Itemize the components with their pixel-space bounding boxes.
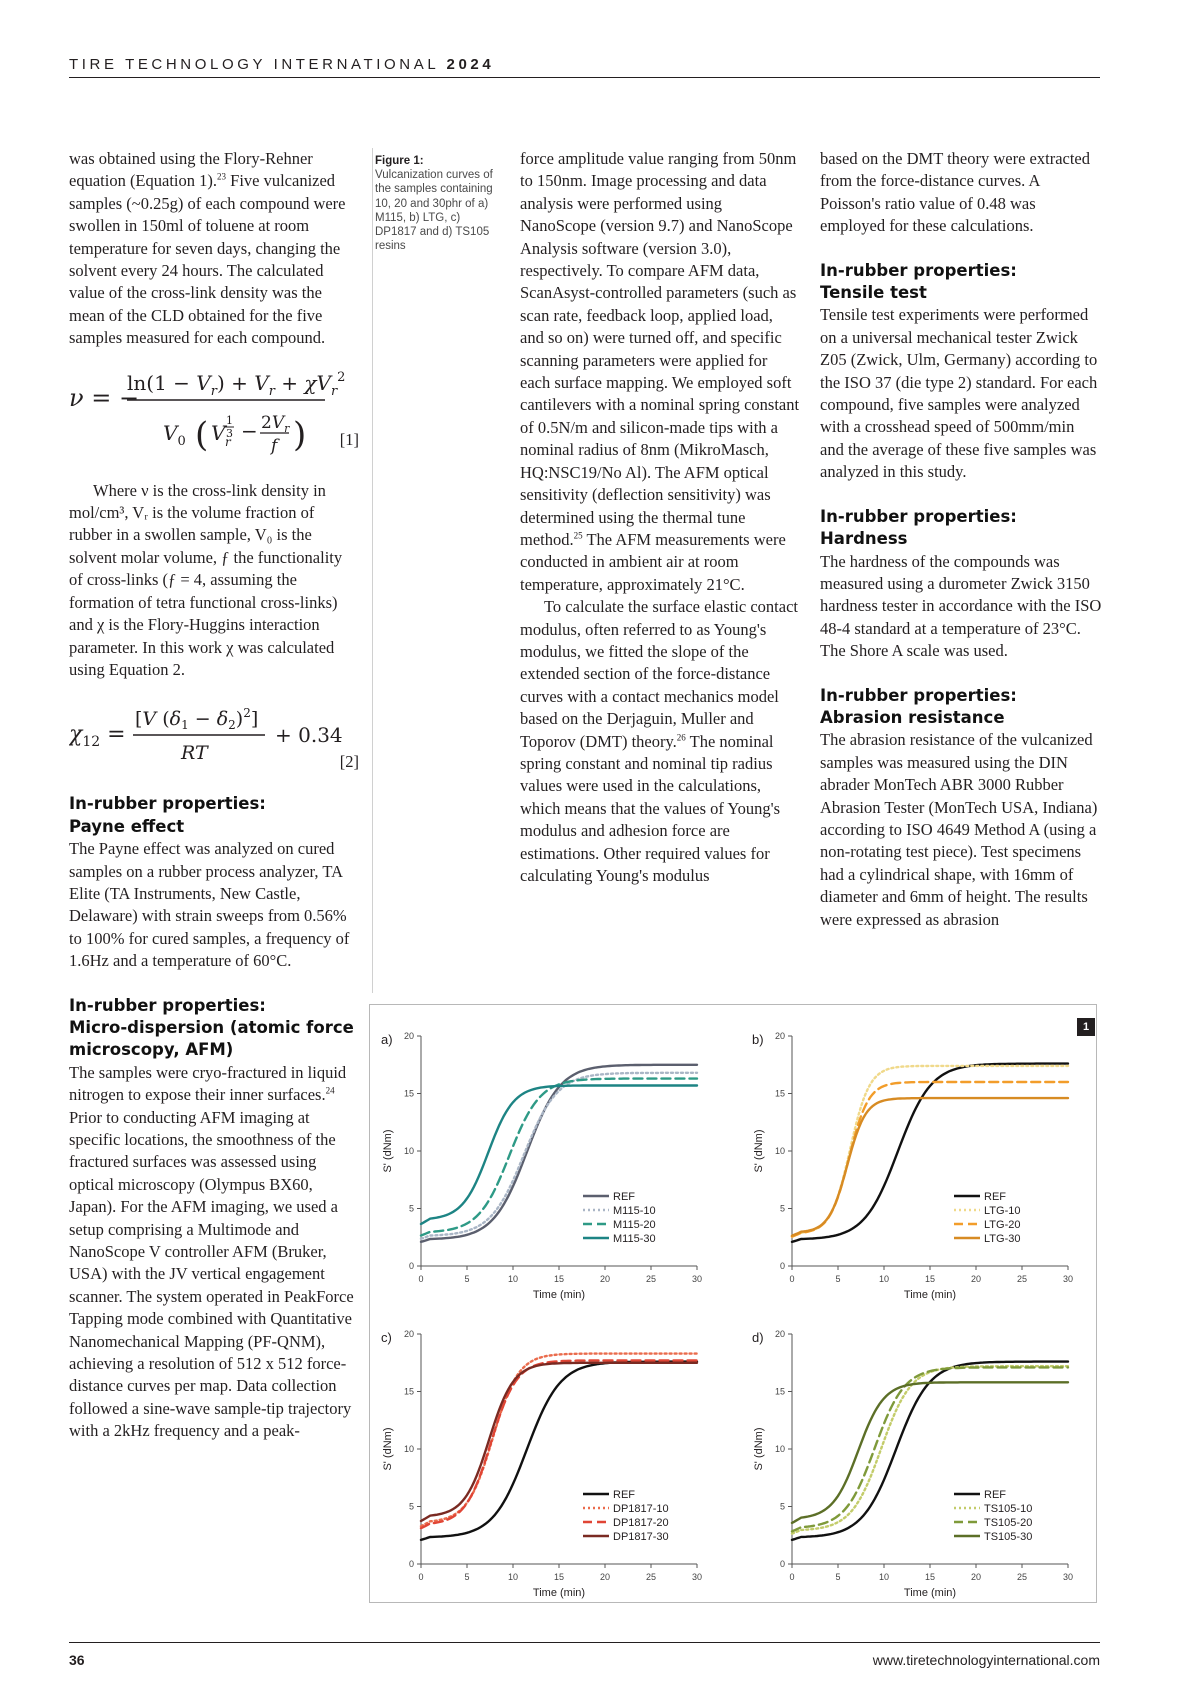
series-line-ltg-30 [792,1098,1068,1236]
reference-mark: 26 [676,732,686,743]
x-tick-label: 20 [599,1572,611,1582]
reference-mark: 24 [325,1085,335,1096]
text-run: To calculate the surface elastic contact modulus, often referred to as Young's modulus, we fitted the slope of the extended section of the force-distance curves with a contact mechanics model based on the Derjaguin, Muller and Toporov (DMT) theory. [520,597,798,751]
section-heading [820,506,1102,551]
header-rule [69,77,1100,78]
y-tick-label: 20 [774,1031,785,1041]
svg-text:ln(1 − Vr) + Vr + χVr2: $\ln(1 - V_r) + V_r + \chi V_r^2$ [127,369,346,399]
heading-line: In-rubber properties: [820,685,1017,705]
x-axis-label: Time (min) [532,1289,586,1301]
y-tick-label: 15 [403,1386,414,1397]
svg-text:r: r [225,434,231,449]
svg-text:RT: RT [181,742,208,765]
x-tick-label: 5 [464,1572,470,1582]
equation-1-graphic [69,350,357,462]
x-tick-label: 10 [507,1274,519,1284]
heading-line: Tensile test [820,283,927,303]
x-tick-label: 20 [970,1572,982,1582]
y-tick-label: 15 [774,1386,785,1397]
paragraph [520,148,800,596]
y-axis-label: S' (dNm) [753,1427,765,1471]
legend-label: TS105-30 [984,1531,1033,1543]
y-tick-label: 0 [779,1261,785,1271]
y-tick-label: 20 [774,1329,785,1339]
x-tick-label: 0 [789,1572,795,1582]
legend-label: TS105-20 [984,1517,1033,1529]
panel-label: b) [752,1032,764,1047]
heading-line: Payne effect [69,816,185,836]
paragraph: The hardness of the compounds was measured using a durometer Zwick 3150 hardness tester in accordance with the ISO 48-4 standard at a temperature of 23°C. The Shore A scale was used. [820,551,1102,661]
svg-text:(: ( [195,414,209,455]
x-tick-label: 25 [1016,1274,1028,1284]
paragraph: based on the DMT theory were extracted from the force-distance curves. A Poisson's ratio value of 0.48 was employed for these calculations. [820,149,1091,236]
svg-text:V: V [211,420,226,445]
column-3 [520,148,800,887]
y-tick-label: 5 [408,1203,414,1214]
svg-text:f: f [271,435,278,456]
heading-line: In-rubber properties: [69,794,266,814]
x-axis-label: Time (min) [903,1289,957,1301]
x-tick-label: 0 [418,1274,424,1284]
x-tick-label: 15 [924,1572,936,1582]
svg-text:+ 0.34: + 0.34 [275,723,343,748]
series-line-dp1817-30 [421,1363,697,1521]
x-tick-label: 15 [553,1274,565,1284]
y-tick-label: 10 [403,1146,414,1156]
y-tick-label: 5 [779,1501,785,1512]
paragraph: Tensile test experiments were performed on a universal mechanical tester Zwick Z05 (Zwick, Ulm, Germany) according to the ISO 37 (die type 2) standard. For each compound, five samples were analyzed with a crosshead speed of 500mm/min and the average of these five samples was analyzed in this study. [820,305,1098,482]
running-header [69,56,494,73]
legend-label: M115-30 [613,1233,656,1245]
legend-label: LTG-10 [984,1205,1021,1217]
svg-text:−: − [241,418,258,443]
y-tick-label: 0 [408,1261,414,1271]
paragraph [69,1062,357,1443]
svg-text:1: 1 [226,413,233,427]
svg-text:): ) [293,414,307,455]
heading-line: In-rubber properties: [820,506,1017,526]
x-tick-label: 5 [464,1274,470,1284]
heading-line: Abrasion resistance [820,707,1005,727]
y-tick-label: 0 [408,1559,414,1569]
x-tick-label: 25 [645,1572,657,1582]
section-heading [69,793,357,838]
x-tick-label: 10 [878,1274,890,1284]
text-run: The nominal spring constant and nominal tip radius values were used in the calculations, which means that the values of Young's modulus and adhesion force are estimations. Other required values for calculating Young's modulus [520,731,781,885]
x-tick-label: 5 [835,1274,841,1284]
column-1 [69,148,357,1443]
x-tick-label: 20 [599,1274,611,1284]
footer-rule [69,1642,1100,1643]
publication-name: TIRE TECHNOLOGY INTERNATIONAL [69,56,439,73]
section-heading [820,260,1102,305]
legend-label: REF [984,1489,1006,1501]
x-tick-label: 25 [645,1274,657,1284]
y-tick-label: 15 [403,1088,414,1099]
text-run: Prior to conducting AFM imaging at specific locations, the smoothness of the fractured surfaces was assessed using optical microscopy (Olympus BX60, Japan). For the AFM imaging, we used a setup comprising a Multimode and NanoScope V controller AFM (Bruker, USA) with the JV vertical engagement scanner. The system operated in PeakForce Tapping mode combined with Quantitative Nanomechanical Mapping (PF-QNM), achieving a resolution of 512 x 512 force-distance curves per map. Data collection followed a sine-wave sample-tip trajectory with a 2kHz frequency and a peak- [69,1107,354,1441]
equation-2-graphic [69,689,357,779]
series-line-ref [792,1064,1068,1242]
heading-line: In-rubber properties: [820,260,1017,280]
x-tick-label: 0 [418,1572,424,1582]
x-tick-label: 30 [1062,1274,1074,1284]
text-run: Five vulcanized samples (~0.25g) of each compound were swollen in 150ml of toluene at room temperature for seven days, changing the solvent every 24 hours. The calculated value of the cross-link density was the mean of the CLD obtained for the five samples measured for each compound. [69,171,346,348]
x-tick-label: 10 [878,1572,890,1582]
legend-label: LTG-30 [984,1233,1021,1245]
publication-year: 2024 [446,56,495,73]
page-number: 36 [69,1652,85,1668]
series-line-m115-30 [421,1086,697,1225]
legend-label: REF [984,1191,1006,1203]
paragraph [520,596,800,887]
text-run: The samples were cryo-fractured in liquid nitrogen to expose their inner surfaces. [69,1062,347,1105]
legend-label: DP1817-30 [613,1531,669,1543]
equation-number: [2] [339,752,359,772]
panel-label: c) [381,1330,392,1345]
y-axis-label: S' (dNm) [753,1129,765,1173]
text-run: force amplitude value ranging from 50nm to 150nm. Image processing and data analysis were performed using NanoScope (version 9.7) and NanoScope Analysis software (version 3.0), respectively. To compare AFM data, ScanAsyst-controlled parameters (such as scan rate, feedback loop, applied load, and so on) were turned off, and specific scanning parameters were applied for each surface mapping. We employed soft cantilevers with a nominal spring constant of 0.5N/m and silicon-made tips with a nominal radius of 8nm (MikroMasch, HQ:NSC19/No Al). The AFM optical sensitivity (deflection sensitivity) was determined using the thermal tune method. [520,149,800,549]
y-axis-label: S' (dNm) [382,1427,394,1471]
text-run: was obtained using the Flory-Rehner equation (Equation 1). [69,149,313,191]
y-tick-label: 10 [403,1444,414,1454]
caption-divider [372,148,373,993]
legend-label: REF [613,1191,635,1203]
section-heading [69,995,357,1062]
y-tick-label: 10 [774,1146,785,1156]
svg-text:χ12 =: $\chi_{12}$ = [69,722,126,751]
chart-panel-1 [381,1031,702,1301]
column-4 [820,148,1102,931]
y-tick-label: 5 [408,1501,414,1512]
figure-caption [375,154,493,253]
paragraph: The Payne effect was analyzed on cured samples on a rubber process analyzer, TA Elite (TA Instruments, New Castle, Delaware) with strain sweeps from 0.56% to 100% for cured samples, a frequency of 1.6Hz and a temperature of 60°C. [69,839,350,971]
x-tick-label: 30 [1062,1572,1074,1582]
caption-text: Vulcanization curves of the samples containing 10, 20 and 30phr of a) M115, b) LTG, c) DP1817 and d) TS105 resins [375,169,493,253]
legend-label: TS105-10 [984,1503,1033,1515]
equation-2 [69,689,357,779]
svg-text:[V (δ1 − δ2)2]: [V $(\delta_1 - \delta_2)^2$] [135,706,259,733]
caption-label: Figure 1: [375,155,424,167]
y-tick-label: 15 [774,1088,785,1099]
equation-number: [1] [339,429,359,449]
heading-line: In-rubber properties: [69,995,266,1015]
reference-mark: 23 [217,171,227,182]
chart-panel-2 [752,1031,1073,1301]
y-tick-label: 20 [403,1329,414,1339]
x-tick-label: 10 [507,1572,519,1582]
y-tick-label: 0 [779,1559,785,1569]
x-axis-label: Time (min) [903,1587,957,1599]
x-tick-label: 30 [691,1274,703,1284]
svg-text:V0: $V_0$ [163,420,186,449]
x-tick-label: 15 [553,1572,565,1582]
section-heading [820,685,1102,730]
legend-label: M115-10 [613,1205,656,1217]
legend-label: REF [613,1489,635,1501]
y-tick-label: 10 [774,1444,785,1454]
svg-text:ν = −: ν = − [69,383,140,412]
legend-label: DP1817-10 [613,1503,669,1515]
equation-1 [69,350,357,462]
chart-panel-4 [752,1329,1073,1599]
y-axis-label: S' (dNm) [382,1129,394,1173]
x-tick-label: 25 [1016,1572,1028,1582]
footer-url: www.tiretechnologyinternational.com [872,1652,1100,1668]
legend-label: LTG-20 [984,1219,1021,1231]
paragraph: Where ν is the cross-link density in mol/cm³, Vᵣ is the volume fraction of rubber in a swollen sample, V₀ is the solvent molar volume, ƒ the functionality of cross-links (ƒ = 4, assuming the formation of tetra functional cross-links) and χ is the Flory-Huggins interaction parameter. In this work χ was calculated using Equation 2. [69,480,343,679]
panel-label: a) [381,1032,393,1047]
legend-label: DP1817-20 [613,1517,669,1529]
paragraph [69,148,357,350]
reference-mark: 25 [573,530,583,541]
x-tick-label: 15 [924,1274,936,1284]
svg-text:2Vr: $2V_r$ [261,412,290,435]
y-tick-label: 5 [779,1203,785,1214]
paragraph: The abrasion resistance of the vulcanized samples was measured using the DIN abrader MonTech ABR 3000 Rubber Abrasion Tester (MonTech USA, Indiana) according to ISO 4649 Method A (using a non-rotating test piece). Test specimens had a cylindrical shape, with 16mm of diameter and 6mm of height. The results were expressed as abrasion [820,730,1098,929]
heading-line: Micro-dispersion (atomic force microscopy, AFM) [69,1017,354,1060]
figure-1-charts [369,1004,1097,1603]
x-tick-label: 30 [691,1572,703,1582]
y-tick-label: 20 [403,1031,414,1041]
x-tick-label: 0 [789,1274,795,1284]
svg-text:3: 3 [226,426,233,440]
chart-panel-3 [381,1329,702,1599]
text-run: The AFM measurements were conducted in ambient air at room temperature, approximately 21°C. [520,529,786,594]
figure-number-badge: 1 [1077,1018,1095,1036]
series-line-ltg-20 [792,1082,1068,1237]
panel-label: d) [752,1330,764,1345]
x-axis-label: Time (min) [532,1587,586,1599]
legend-label: M115-20 [613,1219,656,1231]
x-tick-label: 5 [835,1572,841,1582]
series-line-ts105-30 [792,1382,1068,1523]
x-tick-label: 20 [970,1274,982,1284]
heading-line: Hardness [820,529,908,549]
